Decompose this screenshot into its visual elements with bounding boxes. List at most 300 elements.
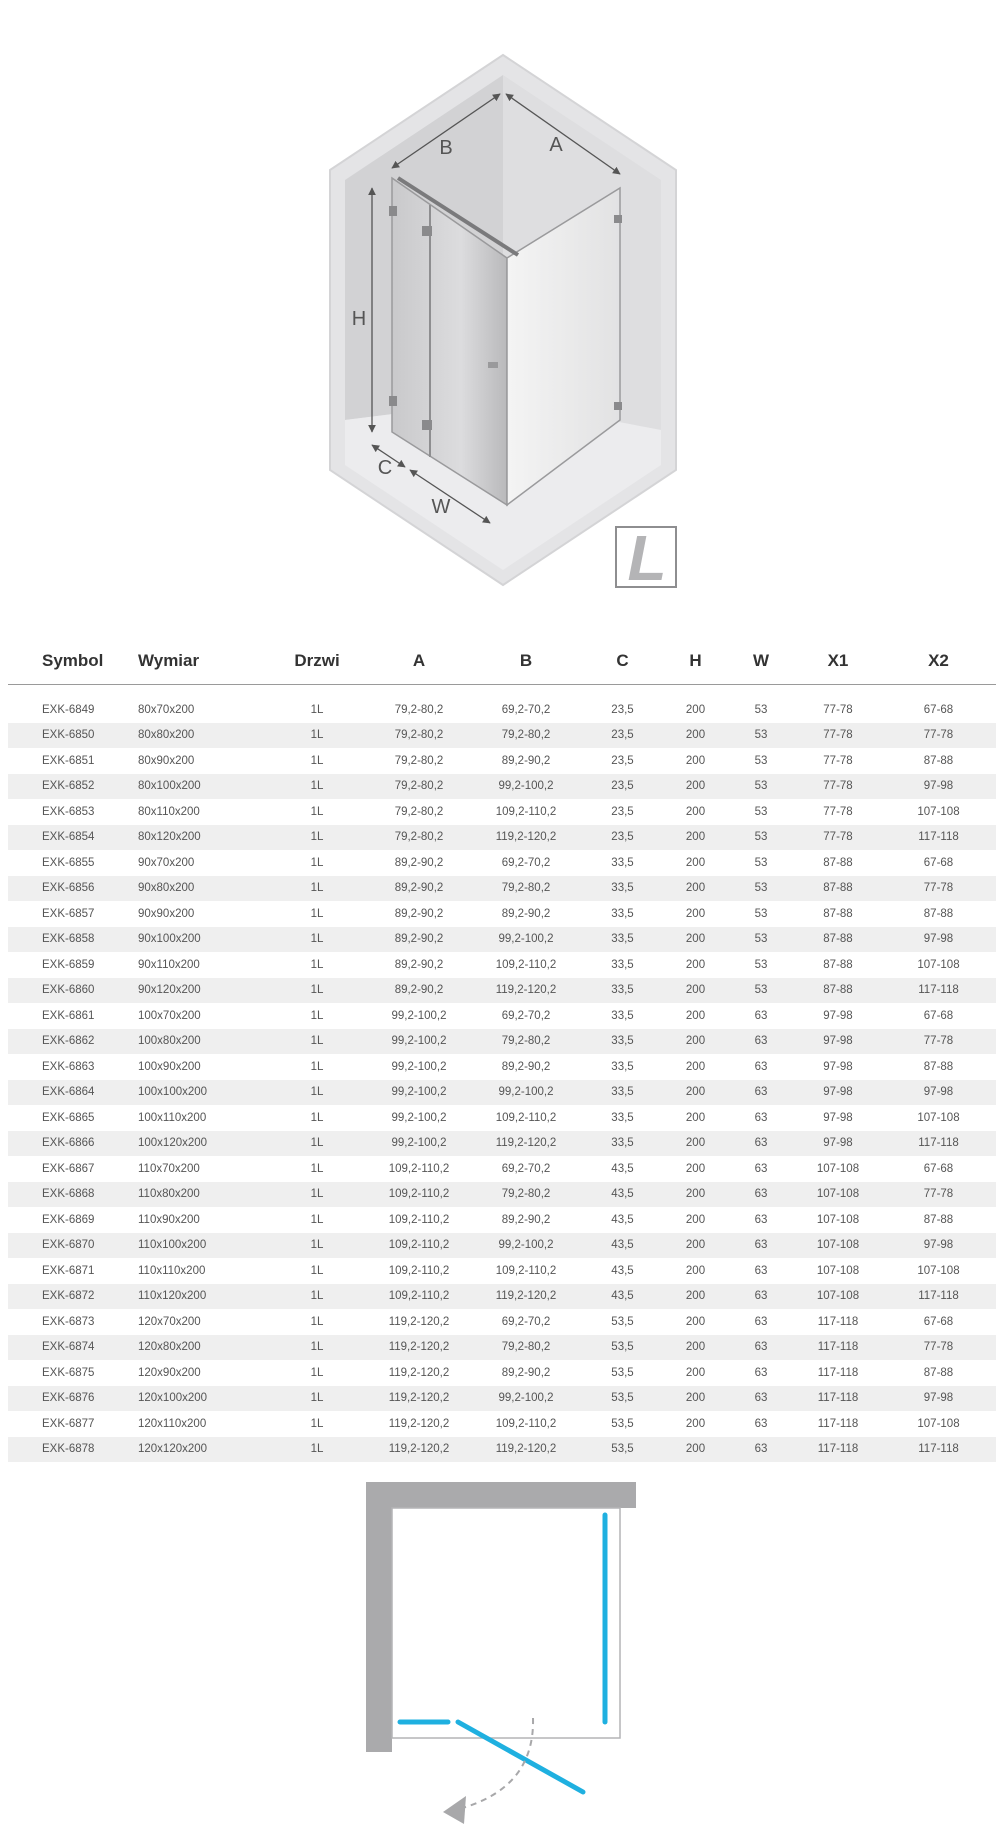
badge-letter: L — [627, 522, 667, 594]
cell-a: 109,2-110,2 — [388, 1213, 450, 1226]
cell-c: 53,5 — [581, 1386, 664, 1412]
cell-wymiar: 90x120x200 — [130, 978, 267, 1004]
cell-c: 53,5 — [581, 1437, 664, 1463]
cell-b: 99,2-100,2 — [471, 1233, 581, 1259]
cell-symbol: EXK-6865 — [42, 1111, 95, 1124]
cell-drzwi: 1L — [267, 1233, 367, 1259]
table-row — [8, 774, 996, 800]
cell-b: 109,2-110,2 — [495, 958, 557, 971]
table-row — [8, 1411, 996, 1437]
cell-wymiar: 80x100x200 — [130, 774, 267, 800]
cell-h: 200 — [685, 1315, 706, 1328]
cell-symbol: EXK-6872 — [8, 1284, 130, 1310]
cell-c: 33,5 — [581, 978, 664, 1004]
cell-b: 119,2-120,2 — [471, 1437, 581, 1463]
cell-h: 200 — [664, 927, 727, 953]
table-row — [8, 1003, 996, 1029]
cell-w: 63 — [754, 1009, 768, 1022]
header-b: B — [471, 638, 581, 685]
cell-a: 99,2-100,2 — [391, 1060, 447, 1073]
cell-b: 109,2-110,2 — [495, 1111, 557, 1124]
cell-c: 53,5 — [611, 1315, 634, 1328]
cell-x2: 107-108 — [917, 958, 960, 971]
cell-h: 200 — [685, 1111, 706, 1124]
cell-wymiar: 90x100x200 — [130, 927, 267, 953]
cell-w: 53 — [754, 958, 768, 971]
cell-symbol: EXK-6871 — [42, 1264, 95, 1277]
cell-x2: 67-68 — [923, 1315, 954, 1328]
cell-x2: 67-68 — [923, 856, 954, 869]
cell-x1: 97-98 — [823, 1009, 853, 1022]
cell-drzwi: 1L — [310, 1366, 324, 1379]
cell-symbol: EXK-6864 — [8, 1080, 130, 1106]
table-row — [8, 978, 996, 1004]
cell-x1: 107-108 — [795, 1284, 881, 1310]
table-row — [8, 799, 996, 825]
header-w: W — [727, 638, 795, 685]
cell-x1: 107-108 — [795, 1233, 881, 1259]
cell-h: 200 — [685, 958, 706, 971]
cell-b: 119,2-120,2 — [471, 1284, 581, 1310]
table-row — [8, 876, 996, 902]
table-row — [8, 1054, 996, 1080]
cell-c: 43,5 — [611, 1264, 634, 1277]
cell-x1: 107-108 — [795, 1182, 881, 1208]
cell-x2: 97-98 — [881, 1233, 996, 1259]
cell-drzwi: 1L — [267, 774, 367, 800]
cell-x2: 107-108 — [917, 1417, 960, 1430]
cell-wymiar: 80x120x200 — [130, 825, 267, 851]
cell-x2: 97-98 — [881, 774, 996, 800]
cell-w: 63 — [727, 1131, 795, 1157]
cell-x2: 67-68 — [923, 1009, 954, 1022]
cell-x2: 67-68 — [923, 703, 954, 716]
cell-x1: 77-78 — [823, 703, 853, 716]
cell-h: 200 — [664, 1284, 727, 1310]
cell-x1: 97-98 — [795, 1131, 881, 1157]
cell-h: 200 — [664, 1131, 727, 1157]
cell-a: 79,2-80,2 — [367, 774, 471, 800]
specification-table — [8, 638, 996, 1462]
cell-x1: 97-98 — [795, 1029, 881, 1055]
header-drzwi: Drzwi — [267, 638, 367, 685]
cell-symbol: EXK-6858 — [8, 927, 130, 953]
table-row — [8, 1080, 996, 1106]
cell-drzwi: 1L — [267, 723, 367, 749]
cell-x2: 77-78 — [881, 1335, 996, 1361]
cell-c: 43,5 — [581, 1233, 664, 1259]
cell-a: 89,2-90,2 — [394, 856, 444, 869]
cell-c: 23,5 — [611, 703, 634, 716]
cell-wymiar: 90x80x200 — [130, 876, 267, 902]
cell-symbol: EXK-6852 — [8, 774, 130, 800]
cell-c: 33,5 — [611, 856, 634, 869]
cell-x1: 117-118 — [817, 1417, 859, 1430]
cell-a: 109,2-110,2 — [388, 1264, 450, 1277]
cell-x2: 97-98 — [881, 927, 996, 953]
cell-wymiar: 110x100x200 — [130, 1233, 267, 1259]
table-row — [8, 1360, 996, 1386]
cell-x1: 117-118 — [817, 1366, 859, 1379]
cell-x2: 77-78 — [881, 1029, 996, 1055]
cell-w: 63 — [754, 1315, 768, 1328]
cell-w: 53 — [727, 927, 795, 953]
table-row — [8, 1029, 996, 1055]
cell-a: 99,2-100,2 — [367, 1029, 471, 1055]
cell-w: 63 — [727, 1233, 795, 1259]
cell-h: 200 — [664, 1437, 727, 1463]
cell-b: 89,2-90,2 — [501, 1366, 551, 1379]
cell-drzwi: 1L — [267, 978, 367, 1004]
cell-drzwi: 1L — [267, 1284, 367, 1310]
cell-x1: 117-118 — [795, 1386, 881, 1412]
table-row — [8, 1182, 996, 1208]
cell-w: 63 — [727, 1284, 795, 1310]
cell-c: 43,5 — [581, 1182, 664, 1208]
table-row — [8, 901, 996, 927]
cell-w: 63 — [754, 1162, 768, 1175]
cell-symbol: EXK-6850 — [8, 723, 130, 749]
cell-x1: 87-88 — [795, 927, 881, 953]
cell-w: 53 — [754, 703, 768, 716]
cell-a: 79,2-80,2 — [394, 703, 444, 716]
cell-x2: 77-78 — [881, 1182, 996, 1208]
cell-w: 63 — [727, 1437, 795, 1463]
cell-w: 63 — [754, 1366, 768, 1379]
hinge — [422, 420, 432, 430]
cell-drzwi: 1L — [267, 927, 367, 953]
cell-x2: 107-108 — [917, 1111, 960, 1124]
cell-drzwi: 1L — [310, 1417, 324, 1430]
cell-drzwi: 1L — [267, 825, 367, 851]
cell-h: 200 — [664, 1233, 727, 1259]
cell-wymiar: 120x70x200 — [138, 1315, 201, 1328]
cell-x2: 117-118 — [881, 1437, 996, 1463]
cell-c: 23,5 — [581, 723, 664, 749]
cell-symbol: EXK-6875 — [42, 1366, 95, 1379]
cell-symbol: EXK-6877 — [42, 1417, 95, 1430]
cell-a: 89,2-90,2 — [394, 958, 444, 971]
cell-wymiar: 120x80x200 — [130, 1335, 267, 1361]
cell-a: 89,2-90,2 — [367, 978, 471, 1004]
header-a: A — [367, 638, 471, 685]
cell-x2: 67-68 — [923, 1162, 954, 1175]
cell-c: 43,5 — [611, 1213, 634, 1226]
cell-c: 53,5 — [611, 1417, 634, 1430]
cell-b: 89,2-90,2 — [501, 1060, 551, 1073]
cell-x2: 117-118 — [881, 978, 996, 1004]
table-row — [8, 850, 996, 876]
cell-wymiar: 120x120x200 — [130, 1437, 267, 1463]
cell-wymiar: 80x110x200 — [138, 805, 200, 818]
cell-c: 23,5 — [581, 825, 664, 851]
cell-drzwi: 1L — [310, 1162, 324, 1175]
label-b: B — [439, 137, 453, 159]
cell-drzwi: 1L — [310, 703, 324, 716]
cell-wymiar: 100x70x200 — [138, 1009, 201, 1022]
cell-w: 63 — [754, 1111, 768, 1124]
hinge — [614, 402, 622, 410]
wall-left — [366, 1482, 392, 1752]
cell-wymiar: 90x90x200 — [138, 907, 195, 920]
table-row — [8, 825, 996, 851]
cell-c: 33,5 — [611, 958, 634, 971]
cell-wymiar: 110x80x200 — [130, 1182, 267, 1208]
cell-b: 109,2-110,2 — [495, 805, 557, 818]
cell-h: 200 — [685, 805, 706, 818]
cell-drzwi: 1L — [310, 754, 324, 767]
cell-x1: 77-78 — [795, 774, 881, 800]
cell-b: 99,2-100,2 — [471, 1386, 581, 1412]
cell-symbol: EXK-6849 — [42, 703, 95, 716]
cell-x1: 77-78 — [795, 825, 881, 851]
cell-c: 33,5 — [611, 1060, 634, 1073]
cell-a: 109,2-110,2 — [367, 1284, 471, 1310]
shower-tray-outline — [392, 1508, 620, 1738]
table-row — [8, 1156, 996, 1182]
cell-x2: 107-108 — [917, 1264, 960, 1277]
cell-w: 53 — [754, 754, 768, 767]
cell-c: 43,5 — [581, 1284, 664, 1310]
cell-h: 200 — [664, 774, 727, 800]
cell-a: 119,2-120,2 — [367, 1386, 471, 1412]
cell-h: 200 — [685, 1417, 706, 1430]
cell-h: 200 — [664, 1029, 727, 1055]
cell-c: 33,5 — [611, 1009, 634, 1022]
cell-drzwi: 1L — [310, 805, 324, 818]
cell-w: 53 — [727, 723, 795, 749]
cell-c: 33,5 — [611, 907, 634, 920]
cell-symbol: EXK-6874 — [8, 1335, 130, 1361]
cell-c: 23,5 — [611, 754, 634, 767]
cell-x1: 107-108 — [816, 1264, 860, 1277]
cell-a: 99,2-100,2 — [367, 1080, 471, 1106]
cell-b: 109,2-110,2 — [495, 1417, 557, 1430]
cell-drzwi: 1L — [310, 1213, 324, 1226]
swing-arrow-head — [443, 1796, 466, 1824]
hinge — [389, 206, 397, 216]
shower-isometric-diagram — [0, 0, 1000, 600]
cell-b: 79,2-80,2 — [471, 876, 581, 902]
cell-c: 53,5 — [611, 1366, 634, 1379]
cell-c: 33,5 — [611, 1111, 634, 1124]
hinge — [614, 215, 622, 223]
cell-wymiar: 110x70x200 — [138, 1162, 200, 1175]
header-x1: X1 — [795, 638, 881, 685]
cell-h: 200 — [664, 1080, 727, 1106]
cell-a: 79,2-80,2 — [394, 754, 444, 767]
header-x2: X2 — [881, 638, 996, 685]
cell-h: 200 — [664, 723, 727, 749]
cell-a: 99,2-100,2 — [391, 1111, 447, 1124]
cell-c: 33,5 — [581, 1029, 664, 1055]
cell-a: 99,2-100,2 — [367, 1131, 471, 1157]
cell-drzwi: 1L — [267, 1335, 367, 1361]
cell-drzwi: 1L — [310, 1060, 324, 1073]
table-row — [8, 1207, 996, 1233]
cell-x1: 87-88 — [795, 876, 881, 902]
header-symbol: Symbol — [8, 638, 130, 685]
cell-symbol: EXK-6855 — [42, 856, 95, 869]
cell-c: 33,5 — [581, 1131, 664, 1157]
cell-x1: 87-88 — [823, 907, 853, 920]
cell-symbol: EXK-6878 — [8, 1437, 130, 1463]
table-header-row — [8, 638, 996, 685]
cell-symbol: EXK-6870 — [8, 1233, 130, 1259]
cell-c: 33,5 — [581, 927, 664, 953]
cell-c: 43,5 — [611, 1162, 634, 1175]
cell-h: 200 — [685, 856, 706, 869]
cell-x2: 87-88 — [923, 1366, 954, 1379]
cell-drzwi: 1L — [267, 1437, 367, 1463]
cell-a: 109,2-110,2 — [367, 1182, 471, 1208]
cell-a: 79,2-80,2 — [367, 825, 471, 851]
cell-b: 69,2-70,2 — [501, 703, 551, 716]
cell-h: 200 — [685, 907, 706, 920]
cell-x1: 77-78 — [823, 754, 853, 767]
cell-h: 200 — [664, 876, 727, 902]
table-row — [8, 1437, 996, 1463]
cell-drzwi: 1L — [267, 1131, 367, 1157]
cell-b: 69,2-70,2 — [501, 1009, 551, 1022]
cell-symbol: EXK-6860 — [8, 978, 130, 1004]
table-row — [8, 697, 996, 723]
cell-drzwi: 1L — [267, 1386, 367, 1412]
cell-w: 53 — [727, 774, 795, 800]
cell-w: 53 — [727, 876, 795, 902]
cell-drzwi: 1L — [267, 1080, 367, 1106]
hinge — [389, 396, 397, 406]
cell-wymiar: 110x120x200 — [130, 1284, 267, 1310]
cell-b: 89,2-90,2 — [501, 1213, 551, 1226]
cell-h: 200 — [685, 1060, 706, 1073]
cell-wymiar: 80x90x200 — [138, 754, 195, 767]
cell-wymiar: 120x110x200 — [138, 1417, 207, 1430]
cell-c: 53,5 — [581, 1335, 664, 1361]
label-c: C — [377, 457, 393, 479]
header-c: C — [581, 638, 664, 685]
cell-w: 53 — [754, 907, 768, 920]
shower-plan-diagram — [0, 1470, 1000, 1843]
cell-w: 63 — [754, 1264, 768, 1277]
cell-a: 119,2-120,2 — [367, 1335, 471, 1361]
cell-w: 63 — [727, 1386, 795, 1412]
header-h: H — [664, 638, 727, 685]
cell-w: 53 — [754, 856, 768, 869]
cell-symbol: EXK-6856 — [8, 876, 130, 902]
cell-symbol: EXK-6861 — [42, 1009, 95, 1022]
cell-b: 79,2-80,2 — [471, 723, 581, 749]
cell-h: 200 — [685, 1213, 706, 1226]
table-row — [8, 1386, 996, 1412]
cell-symbol: EXK-6862 — [8, 1029, 130, 1055]
cell-w: 63 — [754, 1417, 768, 1430]
cell-drzwi: 1L — [267, 876, 367, 902]
cell-a: 119,2-120,2 — [388, 1315, 450, 1328]
cell-a: 89,2-90,2 — [394, 907, 444, 920]
cell-a: 109,2-110,2 — [367, 1233, 471, 1259]
cell-x1: 117-118 — [795, 1437, 881, 1463]
cell-wymiar: 120x100x200 — [130, 1386, 267, 1412]
cell-h: 200 — [685, 754, 706, 767]
cell-b: 69,2-70,2 — [501, 1315, 551, 1328]
table-row — [8, 1309, 996, 1335]
cell-x2: 117-118 — [881, 825, 996, 851]
label-a: A — [549, 134, 563, 156]
swing-door — [458, 1722, 583, 1792]
table-row — [8, 1233, 996, 1259]
cell-a: 89,2-90,2 — [367, 876, 471, 902]
cell-symbol: EXK-6876 — [8, 1386, 130, 1412]
cell-a: 119,2-120,2 — [367, 1437, 471, 1463]
cell-a: 119,2-120,2 — [388, 1366, 450, 1379]
cell-a: 79,2-80,2 — [367, 723, 471, 749]
cell-wymiar: 80x80x200 — [130, 723, 267, 749]
table-row — [8, 748, 996, 774]
cell-x2: 97-98 — [881, 1386, 996, 1412]
cell-c: 33,5 — [581, 876, 664, 902]
cell-w: 53 — [754, 805, 768, 818]
cell-x2: 97-98 — [881, 1080, 996, 1106]
cell-x1: 77-78 — [823, 805, 853, 818]
cell-drzwi: 1L — [310, 856, 324, 869]
cell-symbol: EXK-6853 — [42, 805, 95, 818]
cell-w: 63 — [727, 1335, 795, 1361]
cell-symbol: EXK-6851 — [42, 754, 95, 767]
cell-x2: 77-78 — [881, 723, 996, 749]
cell-symbol: EXK-6869 — [42, 1213, 95, 1226]
cell-wymiar: 90x110x200 — [138, 958, 200, 971]
cell-x2: 77-78 — [881, 876, 996, 902]
cell-a: 99,2-100,2 — [391, 1009, 447, 1022]
cell-x2: 87-88 — [923, 754, 954, 767]
table-row — [8, 1284, 996, 1310]
wall-top — [366, 1482, 636, 1508]
cell-h: 200 — [685, 1162, 706, 1175]
cell-symbol: EXK-6859 — [42, 958, 95, 971]
cell-x1: 107-108 — [816, 1213, 860, 1226]
cell-c: 23,5 — [611, 805, 634, 818]
label-w: W — [431, 496, 451, 518]
cell-x1: 87-88 — [795, 978, 881, 1004]
cell-b: 79,2-80,2 — [471, 1335, 581, 1361]
table-row — [8, 723, 996, 749]
cell-x2: 87-88 — [923, 1213, 954, 1226]
cell-a: 89,2-90,2 — [367, 927, 471, 953]
cell-a: 79,2-80,2 — [394, 805, 444, 818]
cell-b: 89,2-90,2 — [501, 907, 551, 920]
cell-h: 200 — [664, 825, 727, 851]
table-row — [8, 1131, 996, 1157]
cell-x2: 117-118 — [881, 1131, 996, 1157]
cell-wymiar: 120x90x200 — [138, 1366, 201, 1379]
cell-h: 200 — [664, 1182, 727, 1208]
cell-wymiar: 100x100x200 — [130, 1080, 267, 1106]
cell-symbol: EXK-6854 — [8, 825, 130, 851]
cell-x1: 97-98 — [823, 1060, 853, 1073]
cell-drzwi: 1L — [267, 1029, 367, 1055]
table-body — [8, 697, 996, 1462]
cell-symbol: EXK-6857 — [42, 907, 95, 920]
cell-drzwi: 1L — [310, 958, 324, 971]
header-wymiar: Wymiar — [130, 638, 267, 685]
cell-x1: 97-98 — [795, 1080, 881, 1106]
hinge — [422, 226, 432, 236]
cell-drzwi: 1L — [267, 1182, 367, 1208]
cell-w: 63 — [727, 1182, 795, 1208]
cell-symbol: EXK-6863 — [42, 1060, 95, 1073]
table-row — [8, 1335, 996, 1361]
